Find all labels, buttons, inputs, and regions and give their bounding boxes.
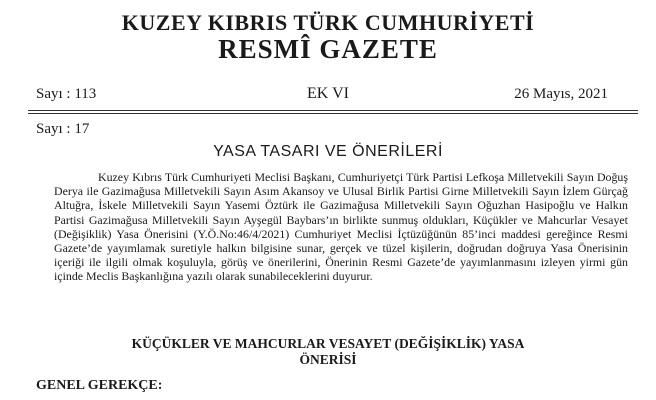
header-rule-top — [28, 110, 638, 111]
announcement-paragraph: Kuzey Kıbrıs Türk Cumhuriyeti Meclisi Başkanı, Cumhuriyetçi Türk Partisi Lefkoşa Milletvekili Sayın Doğuş Derya ile Gazimağusa Milletvekili Sayın Asım Akansoy ve Ulusal Birlik Partisi Girne Milletvekili Sayın İzlem Gürçağ Altuğra, İskele Milletvekili Sayın Yasemi Öztürk ile Gazimağusa Milletvekili Sayın Oğuzhan Hasipoğlu ve Halkın Partisi Gazimağusa Milletvekili Sayın Ayşegül Baybars’ın birlikte sunmuş oldukları, Küçükler ve Mahcurlar Vesayet (Değişiklik) Yasa Önerisini (Y.Ö.No:46/4/2021) Cumhuriyet Meclisi İçtüzüğünün 85’inci maddesi gereğince Resmi Gazete’de yayımlamak suretiyle halkın bilgisine sunar, gerçek ve tüzel kişilerin, doğrudan doğruya Yasa Önerisinin içeriği ile ilgili olmak koşuluyla, görüş ve önerilerini, Önerinin Resmi Gazete’de yayımlanmasını izleyen yirmi gün içinde Meclis Başkanlığına yazılı olarak sunabileceklerini duyurur. — [54, 170, 628, 284]
header-rule-bottom — [28, 113, 638, 114]
gazette-issue-number: Sayı : 113 — [36, 86, 97, 102]
gazette-header-subtitle: RESMÎ GAZETE — [218, 34, 438, 64]
supplement-label: EK VI — [307, 85, 349, 102]
section-title: YASA TASARI VE ÖNERİLERİ — [213, 143, 443, 160]
law-title — [0, 336, 656, 368]
general-reasoning-heading: GENEL GEREKÇE: — [36, 378, 163, 393]
law-title-line-2: ÖNERİSİ — [299, 352, 357, 367]
gazette-header-title: KUZEY KIBRIS TÜRK CUMHURİYETİ — [121, 10, 535, 35]
publication-date: 26 Mayıs, 2021 — [514, 86, 608, 102]
document-issue-number: Sayı : 17 — [36, 121, 90, 137]
law-title-line-1: KÜÇÜKLER VE MAHCURLAR VESAYET (DEĞİŞİKLİK) YASA — [131, 336, 525, 351]
